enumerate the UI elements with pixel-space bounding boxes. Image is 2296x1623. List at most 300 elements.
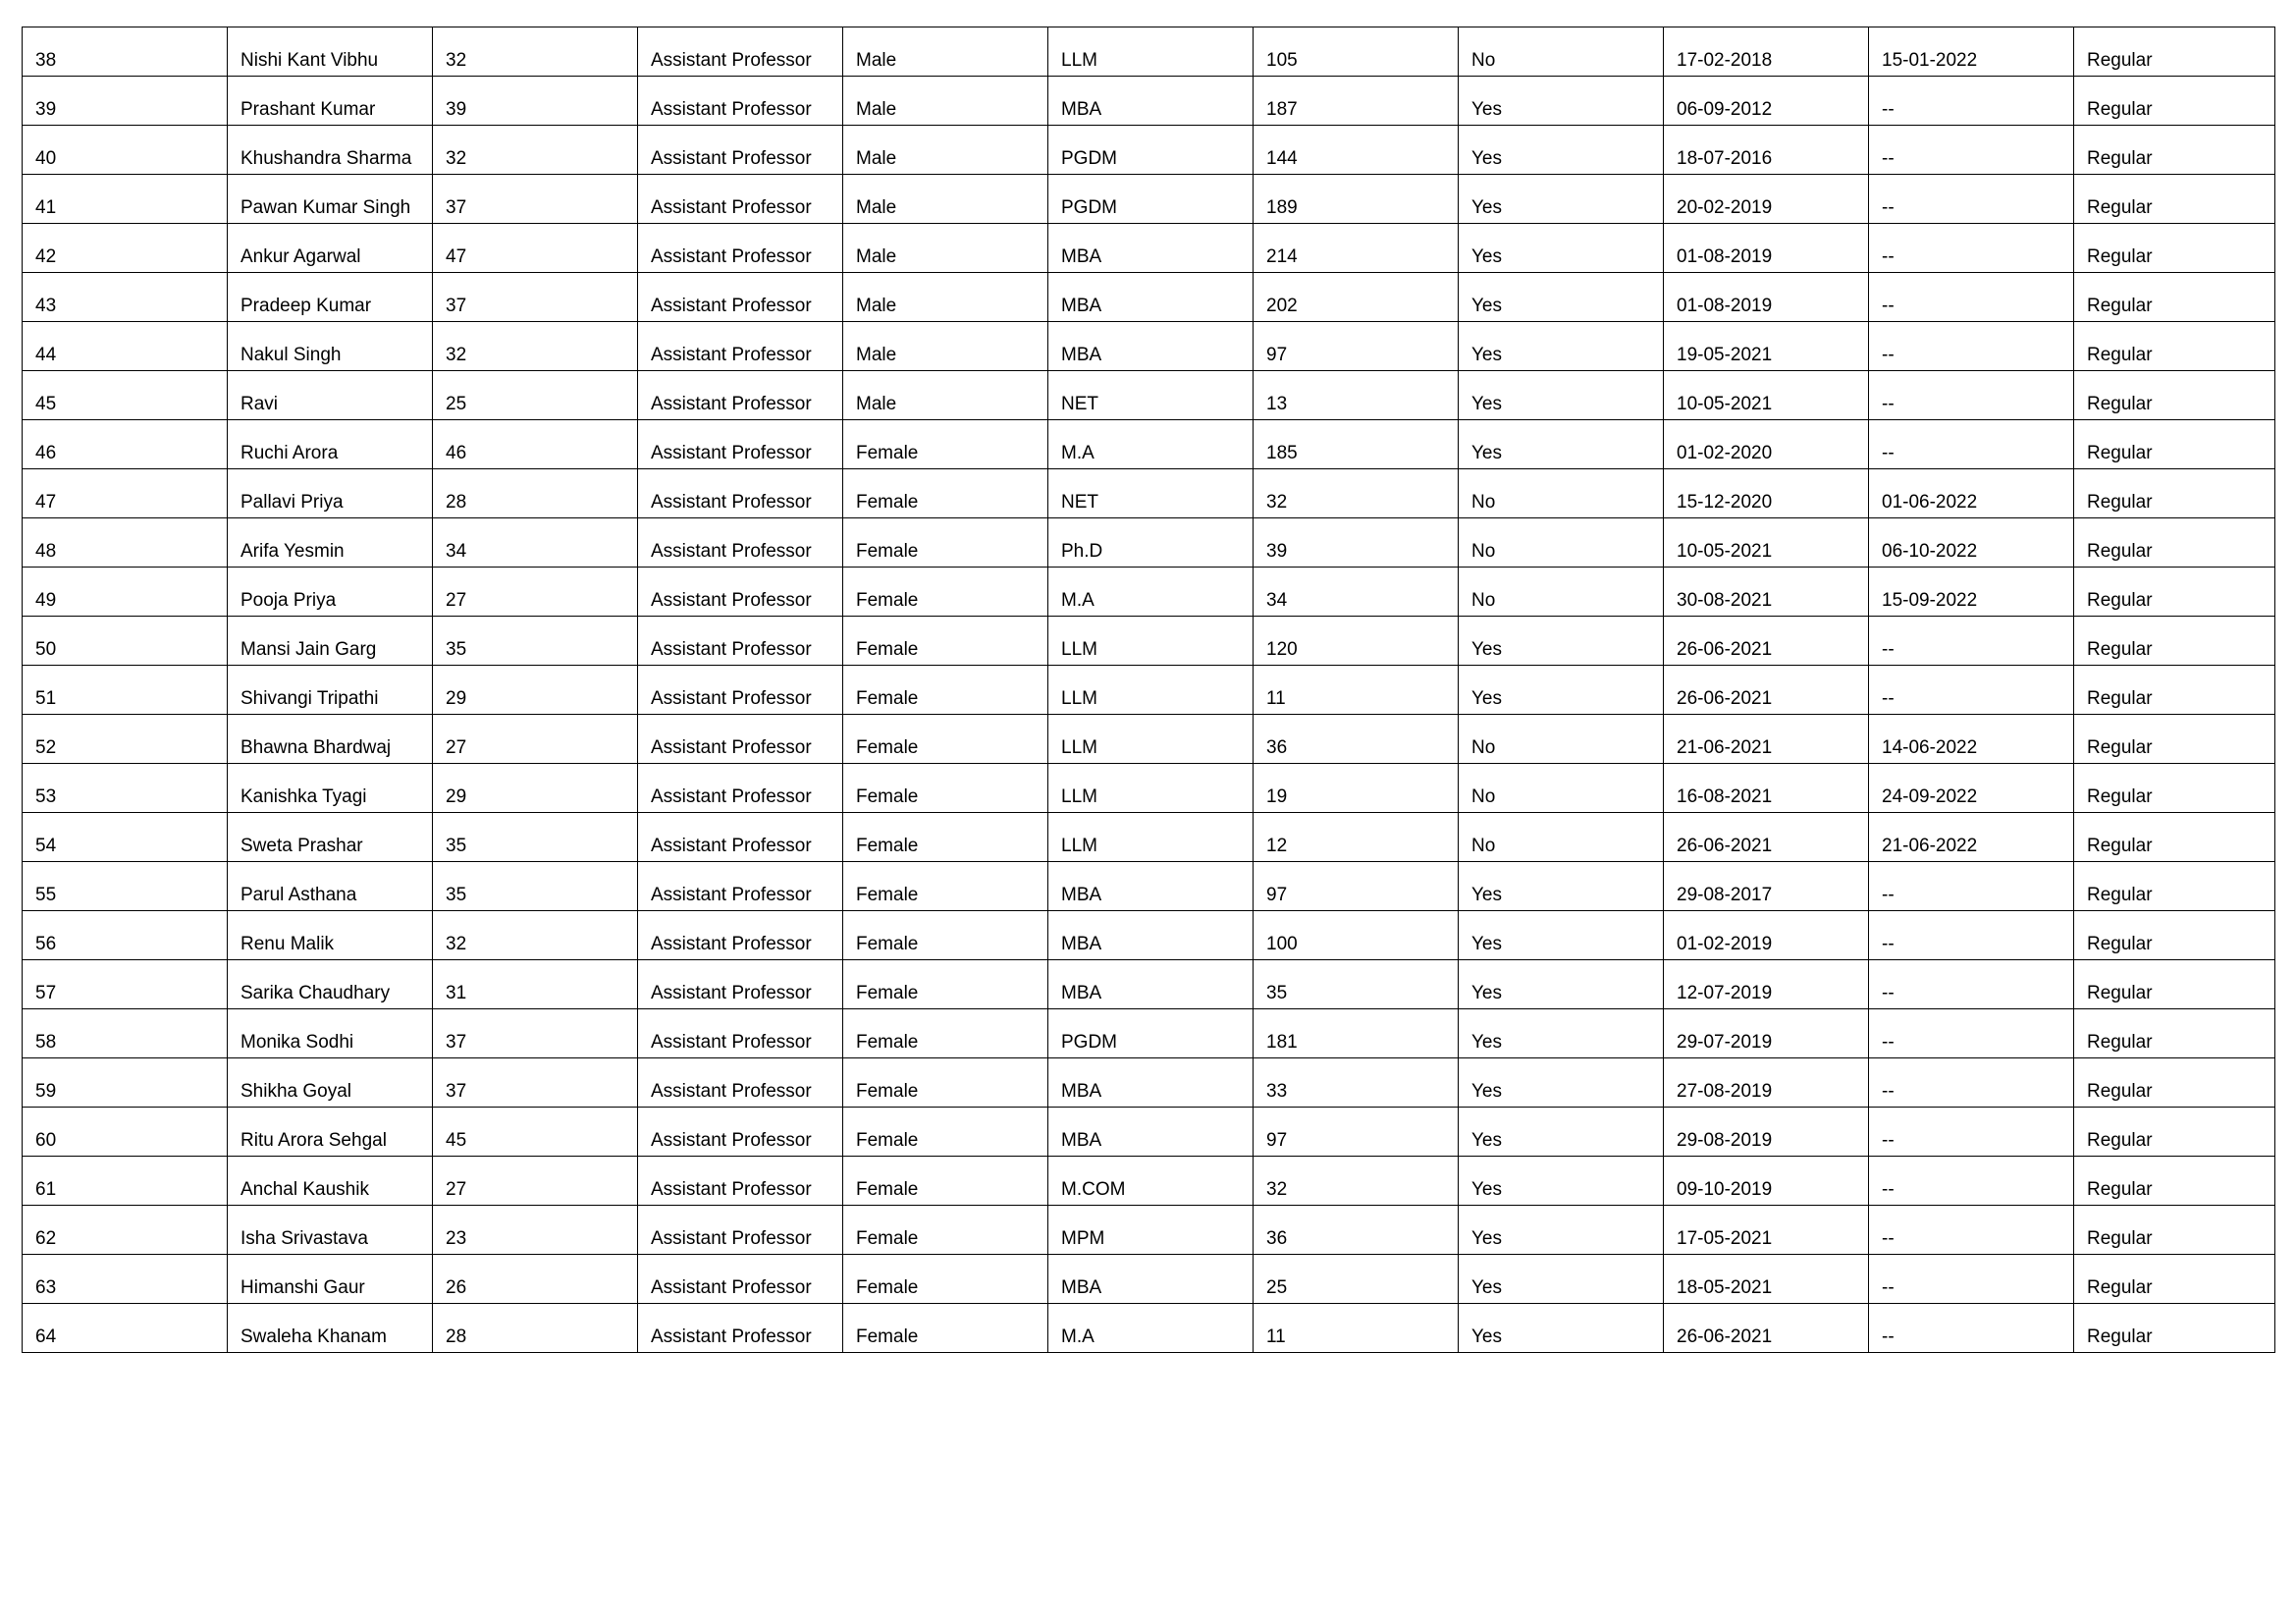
experience-cell: 12 xyxy=(1254,813,1459,862)
experience-cell: 97 xyxy=(1254,862,1459,911)
table-row xyxy=(23,813,2275,862)
currently-working-cell: Yes xyxy=(1459,1108,1664,1157)
gender-cell: Female xyxy=(843,1255,1048,1304)
experience-cell: 105 xyxy=(1254,27,1459,77)
table-row xyxy=(23,1009,2275,1058)
joining-date-cell: 01-08-2019 xyxy=(1664,273,1869,322)
joining-date-cell: 17-05-2021 xyxy=(1664,1206,1869,1255)
experience-cell: 36 xyxy=(1254,715,1459,764)
qualification-cell: LLM xyxy=(1048,813,1254,862)
table-row xyxy=(23,1157,2275,1206)
currently-working-cell: No xyxy=(1459,518,1664,568)
currently-working-cell: Yes xyxy=(1459,1058,1664,1108)
table-row xyxy=(23,322,2275,371)
qualification-cell: M.A xyxy=(1048,568,1254,617)
table-row xyxy=(23,960,2275,1009)
experience-cell: 32 xyxy=(1254,469,1459,518)
joining-date-cell: 29-08-2017 xyxy=(1664,862,1869,911)
qualification-cell: Ph.D xyxy=(1048,518,1254,568)
gender-cell: Female xyxy=(843,617,1048,666)
experience-cell: 120 xyxy=(1254,617,1459,666)
gender-cell: Female xyxy=(843,420,1048,469)
joining-date-cell: 06-09-2012 xyxy=(1664,77,1869,126)
serial-no-cell: 49 xyxy=(23,568,228,617)
designation-cell: Assistant Professor xyxy=(638,1058,843,1108)
currently-working-cell: Yes xyxy=(1459,420,1664,469)
table-row xyxy=(23,715,2275,764)
nature-of-appointment-cell: Regular xyxy=(2074,1304,2275,1353)
designation-cell: Assistant Professor xyxy=(638,27,843,77)
table-row xyxy=(23,224,2275,273)
designation-cell: Assistant Professor xyxy=(638,813,843,862)
currently-working-cell: Yes xyxy=(1459,224,1664,273)
table-row xyxy=(23,371,2275,420)
leaving-date-cell: -- xyxy=(1869,862,2074,911)
leaving-date-cell: 21-06-2022 xyxy=(1869,813,2074,862)
name-cell: Shikha Goyal xyxy=(228,1058,433,1108)
gender-cell: Female xyxy=(843,518,1048,568)
age-cell: 37 xyxy=(433,273,638,322)
gender-cell: Female xyxy=(843,469,1048,518)
currently-working-cell: Yes xyxy=(1459,1304,1664,1353)
experience-cell: 144 xyxy=(1254,126,1459,175)
designation-cell: Assistant Professor xyxy=(638,617,843,666)
leaving-date-cell: -- xyxy=(1869,1255,2074,1304)
serial-no-cell: 63 xyxy=(23,1255,228,1304)
age-cell: 27 xyxy=(433,1157,638,1206)
leaving-date-cell: 06-10-2022 xyxy=(1869,518,2074,568)
currently-working-cell: No xyxy=(1459,27,1664,77)
leaving-date-cell: -- xyxy=(1869,420,2074,469)
table-row xyxy=(23,469,2275,518)
experience-cell: 11 xyxy=(1254,1304,1459,1353)
experience-cell: 11 xyxy=(1254,666,1459,715)
currently-working-cell: No xyxy=(1459,764,1664,813)
qualification-cell: M.A xyxy=(1048,1304,1254,1353)
experience-cell: 32 xyxy=(1254,1157,1459,1206)
currently-working-cell: Yes xyxy=(1459,322,1664,371)
gender-cell: Male xyxy=(843,322,1048,371)
serial-no-cell: 50 xyxy=(23,617,228,666)
currently-working-cell: Yes xyxy=(1459,1009,1664,1058)
designation-cell: Assistant Professor xyxy=(638,224,843,273)
gender-cell: Female xyxy=(843,1009,1048,1058)
designation-cell: Assistant Professor xyxy=(638,1108,843,1157)
name-cell: Arifa Yesmin xyxy=(228,518,433,568)
leaving-date-cell: -- xyxy=(1869,1206,2074,1255)
nature-of-appointment-cell: Regular xyxy=(2074,862,2275,911)
age-cell: 39 xyxy=(433,77,638,126)
serial-no-cell: 61 xyxy=(23,1157,228,1206)
nature-of-appointment-cell: Regular xyxy=(2074,322,2275,371)
table-row xyxy=(23,273,2275,322)
age-cell: 28 xyxy=(433,1304,638,1353)
gender-cell: Male xyxy=(843,224,1048,273)
nature-of-appointment-cell: Regular xyxy=(2074,1009,2275,1058)
nature-of-appointment-cell: Regular xyxy=(2074,568,2275,617)
joining-date-cell: 10-05-2021 xyxy=(1664,518,1869,568)
serial-no-cell: 51 xyxy=(23,666,228,715)
designation-cell: Assistant Professor xyxy=(638,911,843,960)
name-cell: Kanishka Tyagi xyxy=(228,764,433,813)
nature-of-appointment-cell: Regular xyxy=(2074,1058,2275,1108)
gender-cell: Male xyxy=(843,126,1048,175)
joining-date-cell: 17-02-2018 xyxy=(1664,27,1869,77)
designation-cell: Assistant Professor xyxy=(638,862,843,911)
currently-working-cell: Yes xyxy=(1459,617,1664,666)
leaving-date-cell: -- xyxy=(1869,1108,2074,1157)
serial-no-cell: 43 xyxy=(23,273,228,322)
table-row xyxy=(23,175,2275,224)
currently-working-cell: No xyxy=(1459,813,1664,862)
gender-cell: Male xyxy=(843,77,1048,126)
qualification-cell: M.A xyxy=(1048,420,1254,469)
designation-cell: Assistant Professor xyxy=(638,77,843,126)
joining-date-cell: 19-05-2021 xyxy=(1664,322,1869,371)
leaving-date-cell: 15-09-2022 xyxy=(1869,568,2074,617)
age-cell: 32 xyxy=(433,27,638,77)
name-cell: Ritu Arora Sehgal xyxy=(228,1108,433,1157)
joining-date-cell: 30-08-2021 xyxy=(1664,568,1869,617)
designation-cell: Assistant Professor xyxy=(638,1304,843,1353)
leaving-date-cell: -- xyxy=(1869,175,2074,224)
joining-date-cell: 20-02-2019 xyxy=(1664,175,1869,224)
table-row xyxy=(23,862,2275,911)
gender-cell: Female xyxy=(843,764,1048,813)
nature-of-appointment-cell: Regular xyxy=(2074,518,2275,568)
nature-of-appointment-cell: Regular xyxy=(2074,469,2275,518)
serial-no-cell: 38 xyxy=(23,27,228,77)
table-row xyxy=(23,126,2275,175)
serial-no-cell: 60 xyxy=(23,1108,228,1157)
serial-no-cell: 39 xyxy=(23,77,228,126)
age-cell: 35 xyxy=(433,862,638,911)
table-row xyxy=(23,666,2275,715)
experience-cell: 35 xyxy=(1254,960,1459,1009)
age-cell: 27 xyxy=(433,715,638,764)
name-cell: Pallavi Priya xyxy=(228,469,433,518)
qualification-cell: M.COM xyxy=(1048,1157,1254,1206)
serial-no-cell: 42 xyxy=(23,224,228,273)
currently-working-cell: Yes xyxy=(1459,862,1664,911)
leaving-date-cell: 24-09-2022 xyxy=(1869,764,2074,813)
table-row xyxy=(23,617,2275,666)
leaving-date-cell: -- xyxy=(1869,1009,2074,1058)
experience-cell: 181 xyxy=(1254,1009,1459,1058)
experience-cell: 202 xyxy=(1254,273,1459,322)
name-cell: Isha Srivastava xyxy=(228,1206,433,1255)
name-cell: Anchal Kaushik xyxy=(228,1157,433,1206)
gender-cell: Male xyxy=(843,273,1048,322)
gender-cell: Female xyxy=(843,911,1048,960)
nature-of-appointment-cell: Regular xyxy=(2074,1157,2275,1206)
gender-cell: Female xyxy=(843,1108,1048,1157)
joining-date-cell: 09-10-2019 xyxy=(1664,1157,1869,1206)
currently-working-cell: Yes xyxy=(1459,1255,1664,1304)
age-cell: 32 xyxy=(433,322,638,371)
age-cell: 23 xyxy=(433,1206,638,1255)
nature-of-appointment-cell: Regular xyxy=(2074,175,2275,224)
name-cell: Pawan Kumar Singh xyxy=(228,175,433,224)
serial-no-cell: 57 xyxy=(23,960,228,1009)
qualification-cell: LLM xyxy=(1048,666,1254,715)
designation-cell: Assistant Professor xyxy=(638,666,843,715)
currently-working-cell: Yes xyxy=(1459,911,1664,960)
leaving-date-cell: -- xyxy=(1869,224,2074,273)
serial-no-cell: 64 xyxy=(23,1304,228,1353)
age-cell: 37 xyxy=(433,175,638,224)
leaving-date-cell: -- xyxy=(1869,126,2074,175)
qualification-cell: LLM xyxy=(1048,617,1254,666)
currently-working-cell: Yes xyxy=(1459,666,1664,715)
nature-of-appointment-cell: Regular xyxy=(2074,715,2275,764)
age-cell: 47 xyxy=(433,224,638,273)
faculty-table xyxy=(22,27,2275,1353)
table-row xyxy=(23,77,2275,126)
table-row xyxy=(23,1206,2275,1255)
name-cell: Pooja Priya xyxy=(228,568,433,617)
designation-cell: Assistant Professor xyxy=(638,518,843,568)
qualification-cell: LLM xyxy=(1048,27,1254,77)
serial-no-cell: 40 xyxy=(23,126,228,175)
leaving-date-cell: -- xyxy=(1869,1157,2074,1206)
name-cell: Ravi xyxy=(228,371,433,420)
serial-no-cell: 45 xyxy=(23,371,228,420)
name-cell: Shivangi Tripathi xyxy=(228,666,433,715)
serial-no-cell: 59 xyxy=(23,1058,228,1108)
designation-cell: Assistant Professor xyxy=(638,764,843,813)
table-row xyxy=(23,1255,2275,1304)
age-cell: 25 xyxy=(433,371,638,420)
gender-cell: Female xyxy=(843,1206,1048,1255)
currently-working-cell: No xyxy=(1459,568,1664,617)
currently-working-cell: No xyxy=(1459,715,1664,764)
nature-of-appointment-cell: Regular xyxy=(2074,273,2275,322)
joining-date-cell: 29-08-2019 xyxy=(1664,1108,1869,1157)
leaving-date-cell: 15-01-2022 xyxy=(1869,27,2074,77)
nature-of-appointment-cell: Regular xyxy=(2074,617,2275,666)
table-row xyxy=(23,27,2275,77)
experience-cell: 189 xyxy=(1254,175,1459,224)
designation-cell: Assistant Professor xyxy=(638,1157,843,1206)
qualification-cell: PGDM xyxy=(1048,126,1254,175)
name-cell: Sarika Chaudhary xyxy=(228,960,433,1009)
designation-cell: Assistant Professor xyxy=(638,175,843,224)
qualification-cell: MBA xyxy=(1048,960,1254,1009)
leaving-date-cell: -- xyxy=(1869,617,2074,666)
age-cell: 46 xyxy=(433,420,638,469)
qualification-cell: NET xyxy=(1048,469,1254,518)
designation-cell: Assistant Professor xyxy=(638,420,843,469)
name-cell: Pradeep Kumar xyxy=(228,273,433,322)
qualification-cell: MBA xyxy=(1048,77,1254,126)
name-cell: Ruchi Arora xyxy=(228,420,433,469)
experience-cell: 39 xyxy=(1254,518,1459,568)
name-cell: Nishi Kant Vibhu xyxy=(228,27,433,77)
currently-working-cell: Yes xyxy=(1459,371,1664,420)
table-row xyxy=(23,568,2275,617)
joining-date-cell: 26-06-2021 xyxy=(1664,813,1869,862)
leaving-date-cell: -- xyxy=(1869,1058,2074,1108)
name-cell: Bhawna Bhardwaj xyxy=(228,715,433,764)
joining-date-cell: 29-07-2019 xyxy=(1664,1009,1869,1058)
designation-cell: Assistant Professor xyxy=(638,273,843,322)
age-cell: 34 xyxy=(433,518,638,568)
age-cell: 45 xyxy=(433,1108,638,1157)
currently-working-cell: Yes xyxy=(1459,126,1664,175)
nature-of-appointment-cell: Regular xyxy=(2074,420,2275,469)
qualification-cell: MBA xyxy=(1048,1255,1254,1304)
nature-of-appointment-cell: Regular xyxy=(2074,911,2275,960)
joining-date-cell: 26-06-2021 xyxy=(1664,1304,1869,1353)
serial-no-cell: 44 xyxy=(23,322,228,371)
gender-cell: Female xyxy=(843,862,1048,911)
serial-no-cell: 46 xyxy=(23,420,228,469)
serial-no-cell: 62 xyxy=(23,1206,228,1255)
qualification-cell: MBA xyxy=(1048,322,1254,371)
name-cell: Swaleha Khanam xyxy=(228,1304,433,1353)
leaving-date-cell: -- xyxy=(1869,77,2074,126)
gender-cell: Female xyxy=(843,666,1048,715)
age-cell: 31 xyxy=(433,960,638,1009)
table-row xyxy=(23,1058,2275,1108)
name-cell: Renu Malik xyxy=(228,911,433,960)
leaving-date-cell: -- xyxy=(1869,666,2074,715)
gender-cell: Male xyxy=(843,175,1048,224)
age-cell: 29 xyxy=(433,666,638,715)
name-cell: Mansi Jain Garg xyxy=(228,617,433,666)
name-cell: Ankur Agarwal xyxy=(228,224,433,273)
joining-date-cell: 12-07-2019 xyxy=(1664,960,1869,1009)
age-cell: 27 xyxy=(433,568,638,617)
currently-working-cell: Yes xyxy=(1459,960,1664,1009)
currently-working-cell: No xyxy=(1459,469,1664,518)
nature-of-appointment-cell: Regular xyxy=(2074,224,2275,273)
name-cell: Khushandra Sharma xyxy=(228,126,433,175)
joining-date-cell: 26-06-2021 xyxy=(1664,617,1869,666)
joining-date-cell: 26-06-2021 xyxy=(1664,666,1869,715)
nature-of-appointment-cell: Regular xyxy=(2074,126,2275,175)
joining-date-cell: 01-02-2019 xyxy=(1664,911,1869,960)
table-row xyxy=(23,764,2275,813)
gender-cell: Female xyxy=(843,1304,1048,1353)
age-cell: 29 xyxy=(433,764,638,813)
serial-no-cell: 52 xyxy=(23,715,228,764)
nature-of-appointment-cell: Regular xyxy=(2074,1255,2275,1304)
designation-cell: Assistant Professor xyxy=(638,469,843,518)
leaving-date-cell: -- xyxy=(1869,1304,2074,1353)
qualification-cell: MBA xyxy=(1048,1058,1254,1108)
qualification-cell: MBA xyxy=(1048,862,1254,911)
designation-cell: Assistant Professor xyxy=(638,568,843,617)
joining-date-cell: 10-05-2021 xyxy=(1664,371,1869,420)
name-cell: Prashant Kumar xyxy=(228,77,433,126)
nature-of-appointment-cell: Regular xyxy=(2074,371,2275,420)
designation-cell: Assistant Professor xyxy=(638,960,843,1009)
experience-cell: 33 xyxy=(1254,1058,1459,1108)
leaving-date-cell: -- xyxy=(1869,322,2074,371)
currently-working-cell: Yes xyxy=(1459,273,1664,322)
age-cell: 37 xyxy=(433,1058,638,1108)
experience-cell: 214 xyxy=(1254,224,1459,273)
designation-cell: Assistant Professor xyxy=(638,1009,843,1058)
leaving-date-cell: -- xyxy=(1869,273,2074,322)
age-cell: 28 xyxy=(433,469,638,518)
gender-cell: Male xyxy=(843,27,1048,77)
currently-working-cell: Yes xyxy=(1459,1206,1664,1255)
nature-of-appointment-cell: Regular xyxy=(2074,960,2275,1009)
qualification-cell: MBA xyxy=(1048,1108,1254,1157)
nature-of-appointment-cell: Regular xyxy=(2074,666,2275,715)
gender-cell: Female xyxy=(843,813,1048,862)
qualification-cell: PGDM xyxy=(1048,175,1254,224)
age-cell: 37 xyxy=(433,1009,638,1058)
qualification-cell: MPM xyxy=(1048,1206,1254,1255)
age-cell: 32 xyxy=(433,911,638,960)
table-body xyxy=(23,27,2275,1353)
designation-cell: Assistant Professor xyxy=(638,1206,843,1255)
serial-no-cell: 58 xyxy=(23,1009,228,1058)
name-cell: Monika Sodhi xyxy=(228,1009,433,1058)
experience-cell: 19 xyxy=(1254,764,1459,813)
joining-date-cell: 18-05-2021 xyxy=(1664,1255,1869,1304)
leaving-date-cell: 14-06-2022 xyxy=(1869,715,2074,764)
experience-cell: 13 xyxy=(1254,371,1459,420)
table-row xyxy=(23,420,2275,469)
age-cell: 35 xyxy=(433,617,638,666)
qualification-cell: MBA xyxy=(1048,273,1254,322)
gender-cell: Female xyxy=(843,1157,1048,1206)
gender-cell: Female xyxy=(843,715,1048,764)
nature-of-appointment-cell: Regular xyxy=(2074,77,2275,126)
joining-date-cell: 16-08-2021 xyxy=(1664,764,1869,813)
leaving-date-cell: 01-06-2022 xyxy=(1869,469,2074,518)
table-row xyxy=(23,1304,2275,1353)
designation-cell: Assistant Professor xyxy=(638,322,843,371)
serial-no-cell: 55 xyxy=(23,862,228,911)
joining-date-cell: 01-08-2019 xyxy=(1664,224,1869,273)
nature-of-appointment-cell: Regular xyxy=(2074,1206,2275,1255)
table-row xyxy=(23,1108,2275,1157)
nature-of-appointment-cell: Regular xyxy=(2074,764,2275,813)
joining-date-cell: 27-08-2019 xyxy=(1664,1058,1869,1108)
name-cell: Himanshi Gaur xyxy=(228,1255,433,1304)
currently-working-cell: Yes xyxy=(1459,77,1664,126)
joining-date-cell: 15-12-2020 xyxy=(1664,469,1869,518)
experience-cell: 97 xyxy=(1254,1108,1459,1157)
serial-no-cell: 48 xyxy=(23,518,228,568)
serial-no-cell: 53 xyxy=(23,764,228,813)
serial-no-cell: 47 xyxy=(23,469,228,518)
qualification-cell: LLM xyxy=(1048,764,1254,813)
designation-cell: Assistant Professor xyxy=(638,126,843,175)
age-cell: 26 xyxy=(433,1255,638,1304)
age-cell: 32 xyxy=(433,126,638,175)
nature-of-appointment-cell: Regular xyxy=(2074,1108,2275,1157)
qualification-cell: NET xyxy=(1048,371,1254,420)
serial-no-cell: 56 xyxy=(23,911,228,960)
gender-cell: Female xyxy=(843,568,1048,617)
qualification-cell: LLM xyxy=(1048,715,1254,764)
name-cell: Parul Asthana xyxy=(228,862,433,911)
table-row xyxy=(23,518,2275,568)
qualification-cell: MBA xyxy=(1048,224,1254,273)
table-row xyxy=(23,911,2275,960)
age-cell: 35 xyxy=(433,813,638,862)
joining-date-cell: 18-07-2016 xyxy=(1664,126,1869,175)
nature-of-appointment-cell: Regular xyxy=(2074,813,2275,862)
name-cell: Sweta Prashar xyxy=(228,813,433,862)
